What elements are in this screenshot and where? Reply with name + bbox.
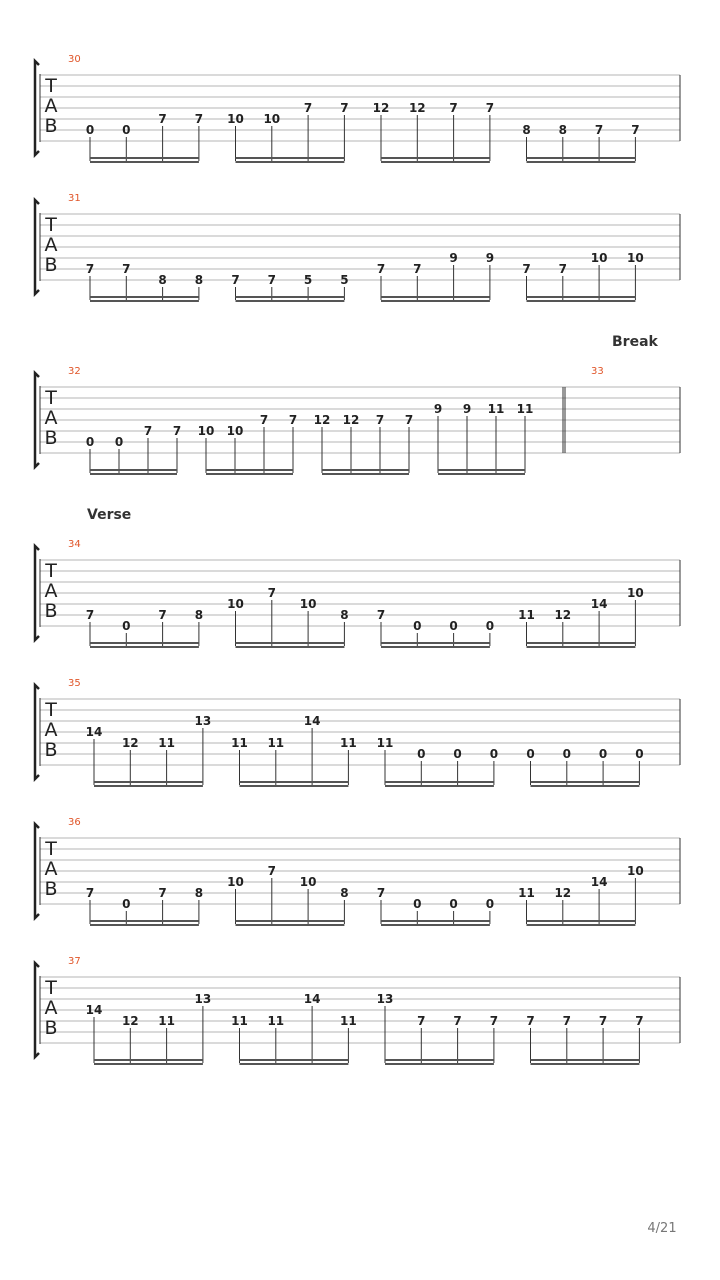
system-bracket [35,824,39,918]
fret-number: 7 [453,1014,462,1028]
tab-label-letter: A [44,95,58,117]
fret-number: 8 [340,608,349,622]
fret-number: 7 [522,262,531,276]
fret-number: 8 [558,123,567,137]
tab-label-letter: A [44,234,58,256]
fret-number: 10 [299,597,317,611]
fret-number: 7 [143,424,153,438]
fret-number: 10 [227,597,244,611]
fret-number: 10 [627,251,644,265]
fret-number: 7 [449,101,458,115]
system-bracket [35,200,39,294]
fret-number: 13 [194,714,212,728]
tab-label-letter: A [44,580,58,602]
fret-number: 8 [522,123,531,137]
fret-number: 12 [408,101,426,115]
fret-number: 7 [172,424,182,438]
fret-number: 10 [263,112,281,126]
tab-label-letter: A [44,997,58,1019]
fret-number: 12 [342,413,360,427]
fret-number: 7 [562,1014,571,1028]
fret-number: 10 [227,875,244,889]
fret-number: 9 [462,402,472,416]
fret-number: 7 [267,864,276,878]
page-number: 4/21 [647,1221,677,1236]
tab-label-letter: T [45,560,57,582]
fret-number: 11 [518,608,535,622]
tab-label-letter: T [45,699,57,721]
tab-label-letter: B [44,878,58,900]
fret-number: 7 [635,1014,644,1028]
system-bracket [35,685,39,779]
fret-number: 11 [518,886,535,900]
system-bracket [35,61,39,155]
fret-number: 7 [85,262,95,276]
fret-number: 0 [122,897,131,911]
fret-number: 5 [303,273,313,287]
fret-number: 7 [158,112,167,126]
fret-number: 0 [489,747,499,761]
fret-number: 10 [226,424,244,438]
fret-number: 7 [413,262,422,276]
measure-number: 30 [68,54,81,65]
tab-label-letter: T [45,977,57,999]
fret-number: 8 [194,273,204,287]
fret-number: 0 [417,747,426,761]
fret-number: 7 [375,413,385,427]
fret-number: 0 [598,747,608,761]
fret-number: 11 [231,736,248,750]
fret-number: 14 [303,714,321,728]
fret-number: 0 [449,897,458,911]
fret-number: 12 [372,101,390,115]
measure-number: 37 [68,956,81,967]
fret-number: 0 [485,619,495,633]
fret-number: 0 [453,747,462,761]
tab-label-letter: T [45,387,57,409]
fret-number: 11 [158,736,175,750]
fret-number: 12 [121,736,139,750]
fret-number: 12 [121,1014,139,1028]
fret-number: 7 [631,123,640,137]
fret-number: 7 [85,608,95,622]
fret-number: 7 [231,273,240,287]
fret-number: 0 [122,619,131,633]
fret-number: 7 [376,262,386,276]
fret-number: 0 [413,619,422,633]
fret-number: 7 [485,101,495,115]
fret-number: 7 [489,1014,499,1028]
fret-number: 7 [376,608,386,622]
fret-number: 10 [227,112,244,126]
fret-number: 11 [231,1014,248,1028]
fret-number: 14 [590,597,608,611]
fret-number: 8 [194,608,204,622]
fret-number: 0 [85,435,95,449]
fret-number: 0 [413,897,422,911]
tab-label-letter: T [45,214,57,236]
tab-label-letter: B [44,600,58,622]
fret-number: 7 [194,112,204,126]
fret-number: 14 [85,1003,103,1017]
tab-label-letter: B [44,254,58,276]
tab-label-letter: B [44,739,58,761]
fret-number: 10 [590,251,608,265]
measure-number: 36 [68,817,81,828]
measure-number: 34 [68,539,81,550]
fret-number: 8 [340,886,349,900]
fret-number: 11 [267,736,285,750]
fret-number: 10 [627,864,644,878]
fret-number: 7 [340,101,349,115]
fret-number: 7 [376,886,386,900]
fret-number: 9 [433,402,443,416]
tab-label-letter: T [45,75,57,97]
tab-label-letter: B [44,427,58,449]
fret-number: 9 [449,251,458,265]
fret-number: 7 [158,608,167,622]
fret-number: 0 [562,747,571,761]
fret-number: 0 [449,619,458,633]
fret-number: 13 [194,992,212,1006]
section-label: Break [612,334,658,350]
fret-number: 11 [516,402,534,416]
fret-number: 11 [267,1014,285,1028]
tab-label-letter: B [44,115,58,137]
measure-number: 35 [68,678,81,689]
fret-number: 10 [627,586,644,600]
tab-label-letter: A [44,407,58,429]
fret-number: 7 [85,886,95,900]
fret-number: 7 [598,1014,608,1028]
fret-number: 7 [267,273,276,287]
fret-number: 11 [340,1014,357,1028]
tab-label-letter: T [45,838,57,860]
fret-number: 14 [303,992,321,1006]
fret-number: 7 [558,262,567,276]
fret-number: 11 [158,1014,175,1028]
fret-number: 7 [303,101,313,115]
fret-number: 11 [340,736,357,750]
fret-number: 7 [259,413,269,427]
fret-number: 11 [487,402,505,416]
section-label: Verse [87,507,132,523]
fret-number: 11 [376,736,394,750]
fret-number: 7 [288,413,298,427]
fret-number: 10 [299,875,317,889]
fret-number: 0 [526,747,535,761]
fret-number: 8 [194,886,204,900]
fret-number: 7 [417,1014,426,1028]
fret-number: 8 [158,273,167,287]
fret-number: 0 [114,435,124,449]
fret-number: 7 [122,262,131,276]
fret-number: 0 [635,747,644,761]
fret-number: 12 [554,608,572,622]
fret-number: 13 [376,992,394,1006]
fret-number: 7 [526,1014,535,1028]
tab-label-letter: A [44,719,58,741]
system-bracket [35,963,39,1057]
measure-number: 32 [68,366,81,377]
fret-number: 7 [158,886,167,900]
fret-number: 0 [85,123,95,137]
fret-number: 7 [594,123,604,137]
fret-number: 10 [197,424,215,438]
system-bracket [35,546,39,640]
tab-label-letter: B [44,1017,58,1039]
system-bracket [35,373,39,467]
fret-number: 7 [404,413,414,427]
measure-number: 33 [591,366,604,377]
fret-number: 14 [85,725,103,739]
fret-number: 12 [554,886,572,900]
fret-number: 5 [340,273,349,287]
fret-number: 0 [485,897,495,911]
fret-number: 0 [122,123,131,137]
fret-number: 7 [267,586,276,600]
fret-number: 12 [313,413,331,427]
measure-number: 31 [68,193,81,204]
fret-number: 9 [485,251,495,265]
tab-label-letter: A [44,858,58,880]
fret-number: 14 [590,875,608,889]
